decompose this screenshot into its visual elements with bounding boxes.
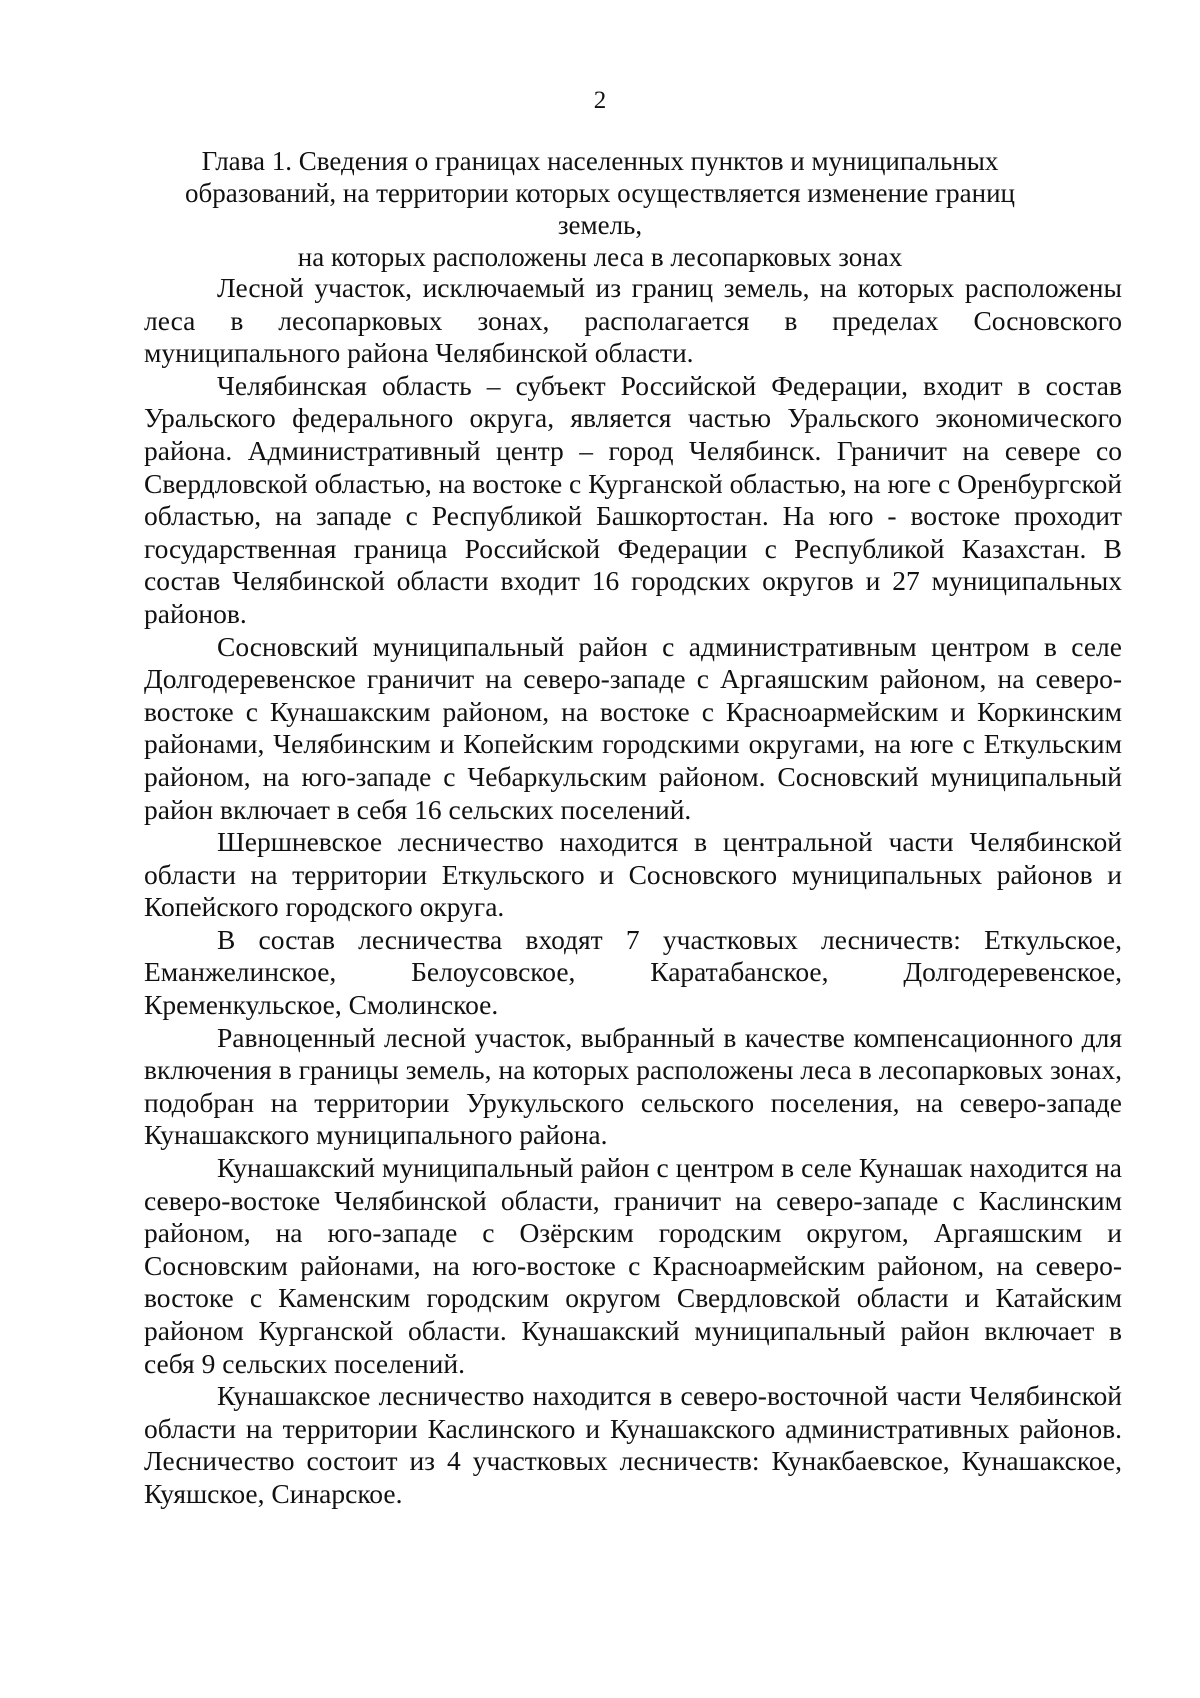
- chapter-title: [150, 145, 1050, 273]
- paragraph-forestry-sections: В состав лесничества входят 7 участковых лесничеств: Еткульское, Еманжелинское, Белоусовское, Каратабанское, Долгодеревенское, Кременкульское, Смолинское.: [144, 923, 1122, 1021]
- paragraph-kunashak-forestry: Кунашакское лесничество находится в северо-восточной части Челябинской области на территории Каслинского и Кунашакского административных районов. Лесничество состоит из 4 участковых лесничеств: Кунакбаевское, Кунашакское, Куяшское, Синарское.: [144, 1380, 1122, 1509]
- chapter-title-line-1: Глава 1. Сведения о границах населенных пунктов и муниципальных: [201, 146, 999, 176]
- paragraph-kunashak-district: Кунашакский муниципальный район с центром в селе Кунашак находится на северо-востоке Челябинской области, граничит на северо-западе с Каслинским районом, на юго-западе с Озёрским городским округом, Аргаяшским и Сосновским районами, на юго-востоке с Красноармейским районом, на северо-востоке с Каменским городским округом Свердловской области и Катайским районом Курганской области. Кунашакский муниципальный район включает в себя 9 сельских поселений.: [144, 1152, 1122, 1379]
- chapter-title-line-2: образований, на территории которых осуществляется изменение границ земель,: [184, 178, 1016, 240]
- paragraph-shershnevskoe-forestry: Шершневское лесничество находится в центральной части Челябинской области на территории Еткульского и Сосновского муниципальных районов и Копейского городского округа.: [144, 826, 1122, 923]
- chapter-title-line-3: на которых расположены леса в лесопарковых зонах: [297, 242, 903, 272]
- paragraph-forest-plot-location: Лесной участок, исключаемый из границ земель, на которых расположены леса в лесопарковых зонах, располагается в пределах Сосновского муниципального района Челябинской области.: [144, 272, 1122, 369]
- page-number: 2: [593, 87, 607, 114]
- body-text: [144, 272, 1122, 1511]
- paragraph-compensation-plot: Равноценный лесной участок, выбранный в качестве компенсационного для включения в границы земель, на которых расположены леса в лесопарковых зонах, подобран на территории Урукульского сельского поселения, на северо-западе Кунашакского муниципального района.: [144, 1021, 1122, 1151]
- paragraph-sosnovsky-district: Сосновский муниципальный район с административным центром в селе Долгодеревенское граничит на северо-западе с Аргаяшским районом, на северо-востоке с Кунашакским районом, на востоке с Красноармейским и Коркинским районами, Челябинским и Копейским городскими округами, на юге с Еткульским районом, на юго-западе с Чебаркульским районом. Сосновский муниципальный район включает в себя 16 сельских поселений.: [144, 630, 1122, 825]
- paragraph-chelyabinsk-region: Челябинская область – субъект Российской Федерации, входит в состав Уральского федерального округа, является частью Уральского экономического района. Административный центр – город Челябинск. Граничит на севере со Свердловской областью, на востоке с Курганской областью, на юге с Оренбургской областью, на западе с Республикой Башкортостан. На юго - востоке проходит государственная граница Российской Федерации с Республикой Казахстан. В состав Челябинской области входит 16 городских округов и 27 муниципальных районов.: [144, 369, 1122, 629]
